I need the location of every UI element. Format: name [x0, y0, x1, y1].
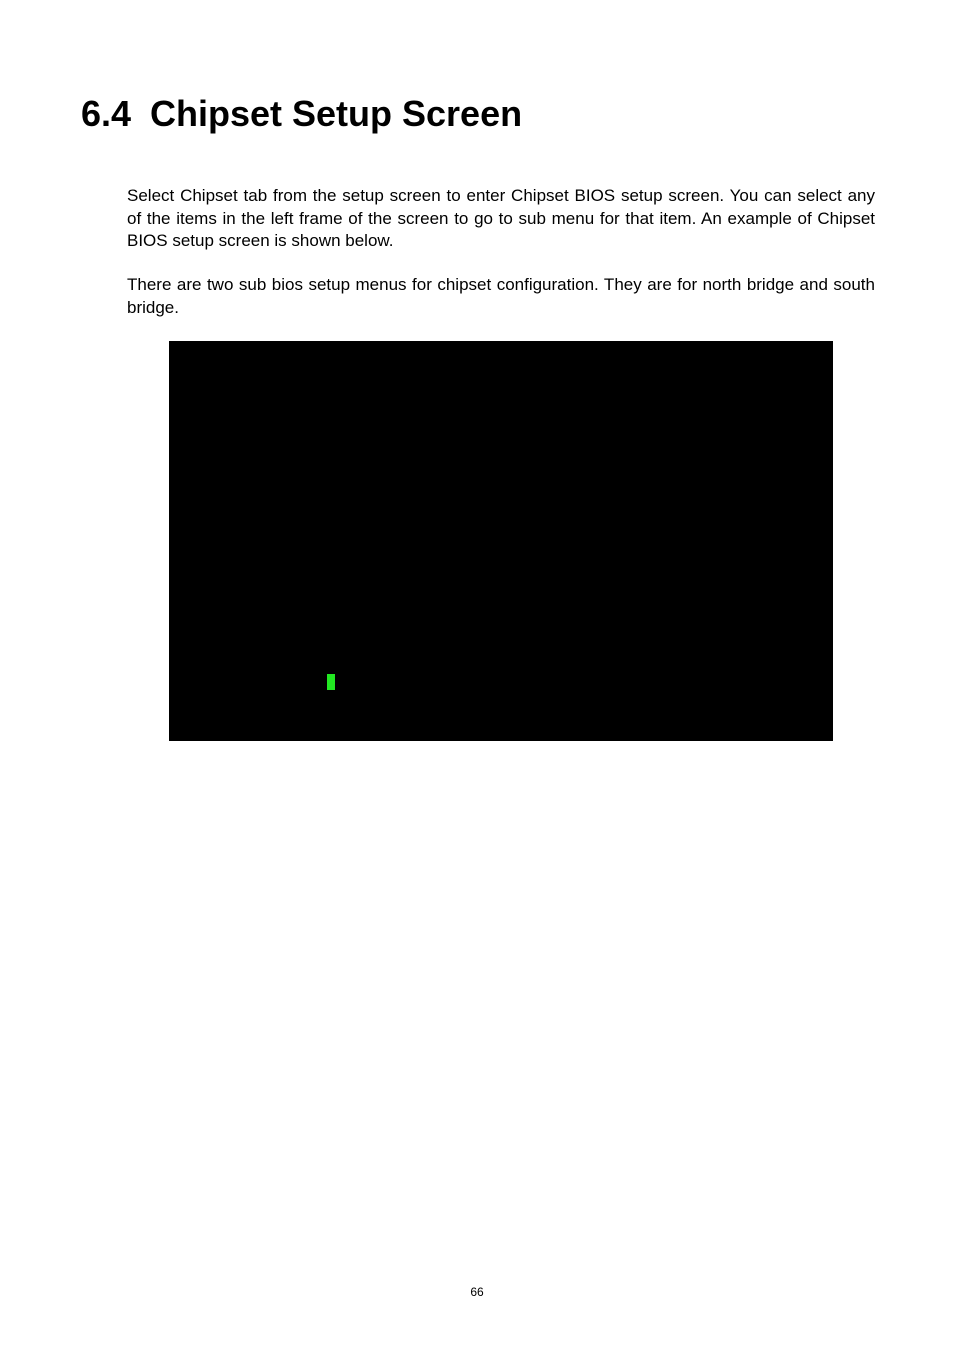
section-heading: [81, 92, 522, 136]
bios-setup-screenshot: [169, 341, 833, 741]
text-cursor: [327, 674, 335, 690]
section-number: 6.4: [81, 93, 132, 134]
section-title: Chipset Setup Screen: [150, 93, 523, 134]
page-number: 66: [470, 1285, 484, 1299]
submenu-paragraph: There are two sub bios setup menus for chipset configuration. They are for north bridge and south bridge.: [127, 275, 875, 317]
intro-paragraph: Select Chipset tab from the setup screen to enter Chipset BIOS setup screen. You can select any of the items in the left frame of the screen to go to sub menu for that item. An example of Chipset BIOS setup screen is shown below.: [127, 186, 875, 250]
